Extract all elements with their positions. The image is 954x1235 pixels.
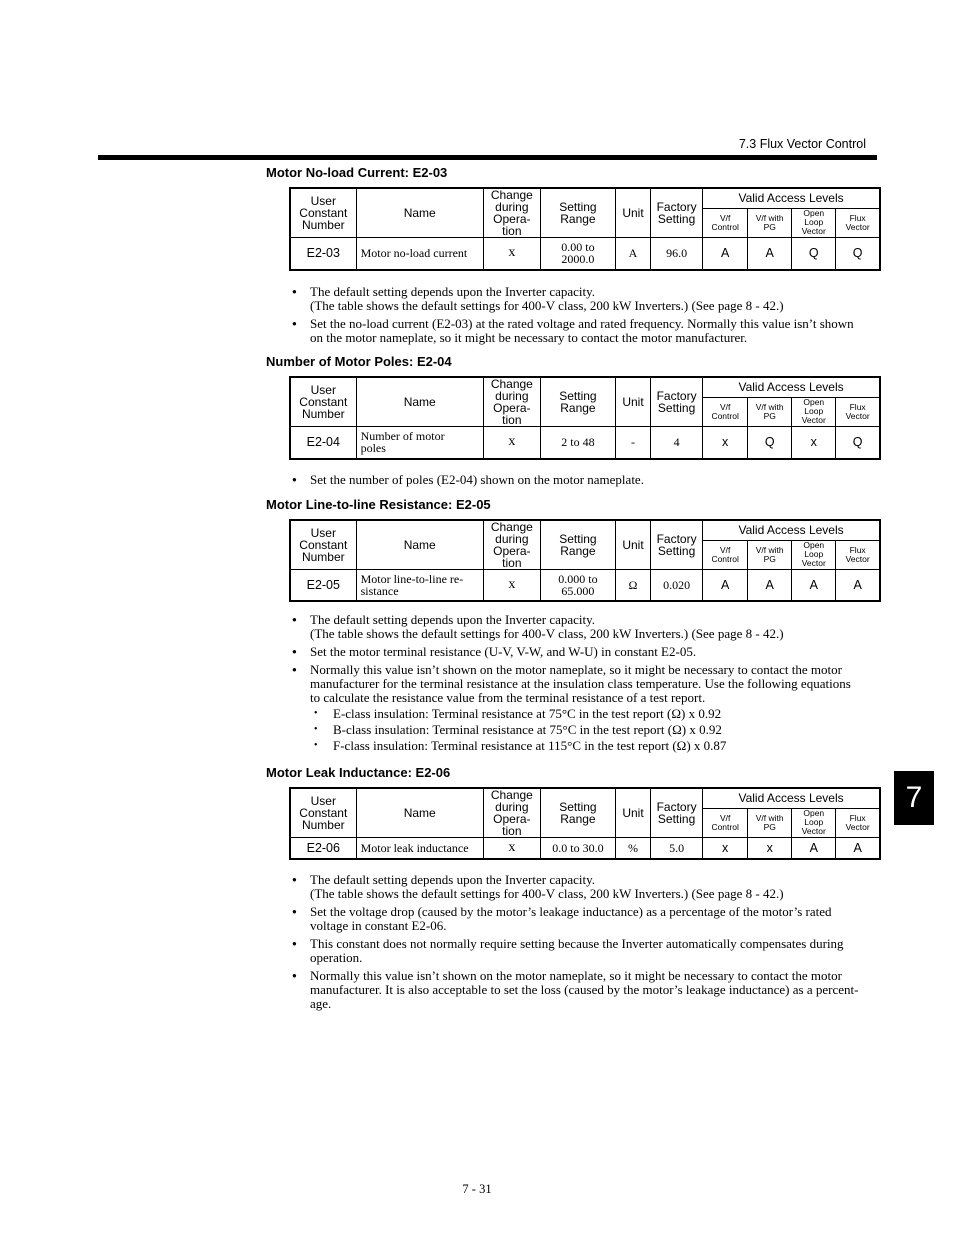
- header-factory-setting: Factory Setting: [651, 520, 703, 570]
- header-unit: Unit: [615, 188, 650, 238]
- note-line: manufacturer. It is also acceptable to set the loss (caused by the motor’s leakage inductance) as a percent-: [310, 982, 859, 997]
- section-heading: Motor Leak Inductance: E2-06: [266, 765, 451, 780]
- header-unit: Unit: [615, 788, 650, 838]
- header-flux-vector: Flux Vector: [836, 808, 880, 838]
- header-setting-range: Setting Range: [540, 188, 615, 238]
- cell-unit: Ω: [615, 570, 650, 601]
- cell-access-vf: x: [703, 427, 748, 459]
- note-line: (The table shows the default settings for 400-V class, 200 kW Inverters.) (See page 8 - 42.): [310, 626, 784, 641]
- note-line: ● Set the number of poles (E2-04) shown on the motor nameplate.: [310, 472, 644, 487]
- note-line: ● Normally this value isn’t shown on the motor nameplate, so it might be necessary to contact the motor: [310, 662, 842, 677]
- parameter-table: [289, 376, 881, 460]
- note-line: ● The default setting depends upon the Inverter capacity.: [310, 284, 596, 299]
- cell-name: Number of motor poles: [356, 427, 483, 459]
- cell-access-vf: A: [703, 238, 748, 270]
- header-vf-with-pg: V/f with PG: [748, 808, 792, 838]
- cell-access-flux: A: [836, 570, 880, 601]
- cell-change-during-operation: x: [483, 838, 540, 859]
- header-user-constant: User Constant Number: [290, 188, 356, 238]
- cell-unit: -: [615, 427, 650, 459]
- note-item: [290, 645, 882, 659]
- cell-factory-setting: 5.0: [651, 838, 703, 859]
- cell-access-open-loop: Q: [792, 238, 836, 270]
- header-valid-access-levels: Valid Access Levels: [703, 520, 880, 540]
- header-setting-range: Setting Range: [540, 377, 615, 427]
- section-heading: Number of Motor Poles: E2-04: [266, 354, 452, 369]
- header-flux-vector: Flux Vector: [836, 208, 880, 238]
- cell-factory-setting: 96.0: [651, 238, 703, 270]
- cell-name: Motor leak inductance: [356, 838, 483, 859]
- section-heading: Motor No-load Current: E2-03: [266, 165, 448, 180]
- cell-constant-number: E2-04: [290, 427, 356, 459]
- header-rule: [98, 155, 877, 160]
- header-valid-access-levels: Valid Access Levels: [703, 377, 880, 397]
- note-line: voltage in constant E2-06.: [310, 918, 447, 933]
- note-item: [290, 937, 882, 965]
- note-item: [290, 473, 882, 487]
- cell-name: Motor no-load current: [356, 238, 483, 270]
- note-item: [290, 873, 882, 901]
- parameter-table: [289, 787, 881, 860]
- header-vf-with-pg: V/f with PG: [748, 540, 792, 570]
- equation-item: • B-class insulation: Terminal resistance at 75°C in the test report (Ω) x 0.92: [310, 723, 882, 737]
- equation-item: • F-class insulation: Terminal resistance at 115°C in the test report (Ω) x 0.87: [310, 739, 882, 753]
- note-line: to calculate the resistance value from the terminal resistance of a test report.: [310, 690, 706, 705]
- header-valid-access-levels: Valid Access Levels: [703, 788, 880, 808]
- header-name: Name: [356, 520, 483, 570]
- header-flux-vector: Flux Vector: [836, 397, 880, 427]
- header-user-constant: User Constant Number: [290, 377, 356, 427]
- cell-access-open-loop: A: [792, 570, 836, 601]
- cell-access-vf-pg: x: [748, 838, 792, 859]
- note-item: [290, 905, 882, 933]
- note-line: on the motor nameplate, so it might be necessary to contact the motor manufacturer.: [310, 330, 748, 345]
- equation-list: [310, 707, 882, 753]
- note-list: [290, 613, 882, 757]
- page-number: 7 - 31: [462, 1182, 492, 1196]
- header-change-during-operation: Change during Opera- tion: [483, 188, 540, 238]
- parameter-table: [289, 187, 881, 271]
- header-open-loop-vector: Open Loop Vector: [792, 397, 836, 427]
- cell-access-flux: Q: [836, 238, 880, 270]
- cell-access-flux: A: [836, 838, 880, 859]
- note-line: ● This constant does not normally require setting because the Inverter automatically compensates during: [310, 936, 844, 951]
- note-line: ● The default setting depends upon the Inverter capacity.: [310, 612, 596, 627]
- cell-access-vf-pg: A: [748, 238, 792, 270]
- cell-setting-range: 2 to 48: [540, 427, 615, 459]
- parameter-section-e2-04: [266, 354, 882, 487]
- note-line: ● Set the no-load current (E2-03) at the rated voltage and rated frequency. Normally this value isn’t shown: [310, 316, 854, 331]
- cell-access-vf-pg: A: [748, 570, 792, 601]
- header-vf-control: V/f Control: [703, 540, 748, 570]
- cell-factory-setting: 0.020: [651, 570, 703, 601]
- note-item: [290, 285, 882, 313]
- header-unit: Unit: [615, 520, 650, 570]
- note-item: [290, 613, 882, 641]
- header-factory-setting: Factory Setting: [651, 788, 703, 838]
- header-vf-with-pg: V/f with PG: [748, 208, 792, 238]
- note-list: [290, 873, 882, 1015]
- cell-access-open-loop: x: [792, 427, 836, 459]
- cell-access-open-loop: A: [792, 838, 836, 859]
- cell-access-vf: x: [703, 838, 748, 859]
- header-vf-with-pg: V/f with PG: [748, 397, 792, 427]
- note-line: age.: [310, 996, 332, 1011]
- header-open-loop-vector: Open Loop Vector: [792, 540, 836, 570]
- cell-access-flux: Q: [836, 427, 880, 459]
- cell-change-during-operation: x: [483, 427, 540, 459]
- parameter-section-e2-06: [266, 765, 882, 1011]
- running-header: 7.3 Flux Vector Control: [738, 137, 866, 151]
- header-factory-setting: Factory Setting: [651, 377, 703, 427]
- note-line: ● Set the motor terminal resistance (U-V, V-W, and W-U) in constant E2-05.: [310, 644, 697, 659]
- cell-setting-range: 0.00 to 2000.0: [540, 238, 615, 270]
- note-item: [290, 969, 882, 1011]
- cell-unit: A: [615, 238, 650, 270]
- header-change-during-operation: Change during Opera- tion: [483, 520, 540, 570]
- cell-change-during-operation: x: [483, 238, 540, 270]
- note-line: manufacturer for the terminal resistance at the insulation class temperature. Use the following equations: [310, 676, 851, 691]
- header-setting-range: Setting Range: [540, 788, 615, 838]
- cell-constant-number: E2-06: [290, 838, 356, 859]
- section-heading: Motor Line-to-line Resistance: E2-05: [266, 497, 491, 512]
- header-flux-vector: Flux Vector: [836, 540, 880, 570]
- header-vf-control: V/f Control: [703, 208, 748, 238]
- note-line: operation.: [310, 950, 363, 965]
- header-open-loop-vector: Open Loop Vector: [792, 208, 836, 238]
- header-valid-access-levels: Valid Access Levels: [703, 188, 880, 208]
- parameter-section-e2-03: [266, 165, 882, 345]
- header-open-loop-vector: Open Loop Vector: [792, 808, 836, 838]
- cell-setting-range: 0.0 to 30.0: [540, 838, 615, 859]
- note-list: [290, 285, 882, 349]
- cell-change-during-operation: x: [483, 570, 540, 601]
- note-item: [290, 663, 882, 753]
- equation-item: • E-class insulation: Terminal resistance at 75°C in the test report (Ω) x 0.92: [310, 707, 882, 721]
- note-item: [290, 317, 882, 345]
- cell-constant-number: E2-05: [290, 570, 356, 601]
- header-user-constant: User Constant Number: [290, 788, 356, 838]
- header-vf-control: V/f Control: [703, 397, 748, 427]
- header-user-constant: User Constant Number: [290, 520, 356, 570]
- header-vf-control: V/f Control: [703, 808, 748, 838]
- cell-name: Motor line-to-line re- sistance: [356, 570, 483, 601]
- header-name: Name: [356, 788, 483, 838]
- cell-constant-number: E2-03: [290, 238, 356, 270]
- cell-access-vf: A: [703, 570, 748, 601]
- note-list: [290, 473, 882, 491]
- chapter-tab: 7: [894, 771, 934, 825]
- header-change-during-operation: Change during Opera- tion: [483, 377, 540, 427]
- cell-unit: %: [615, 838, 650, 859]
- header-setting-range: Setting Range: [540, 520, 615, 570]
- parameter-table: [289, 519, 881, 602]
- note-line: ● The default setting depends upon the Inverter capacity.: [310, 872, 596, 887]
- header-name: Name: [356, 188, 483, 238]
- cell-access-vf-pg: Q: [748, 427, 792, 459]
- note-line: (The table shows the default settings for 400-V class, 200 kW Inverters.) (See page 8 - 42.): [310, 886, 784, 901]
- header-factory-setting: Factory Setting: [651, 188, 703, 238]
- cell-setting-range: 0.000 to 65.000: [540, 570, 615, 601]
- note-line: ● Set the voltage drop (caused by the motor’s leakage inductance) as a percentage of the motor’s rated: [310, 904, 832, 919]
- header-unit: Unit: [615, 377, 650, 427]
- header-change-during-operation: Change during Opera- tion: [483, 788, 540, 838]
- header-name: Name: [356, 377, 483, 427]
- parameter-section-e2-05: [266, 497, 882, 753]
- cell-factory-setting: 4: [651, 427, 703, 459]
- note-line: ● Normally this value isn’t shown on the motor nameplate, so it might be necessary to contact the motor: [310, 968, 842, 983]
- note-line: (The table shows the default settings for 400-V class, 200 kW Inverters.) (See page 8 - 42.): [310, 298, 784, 313]
